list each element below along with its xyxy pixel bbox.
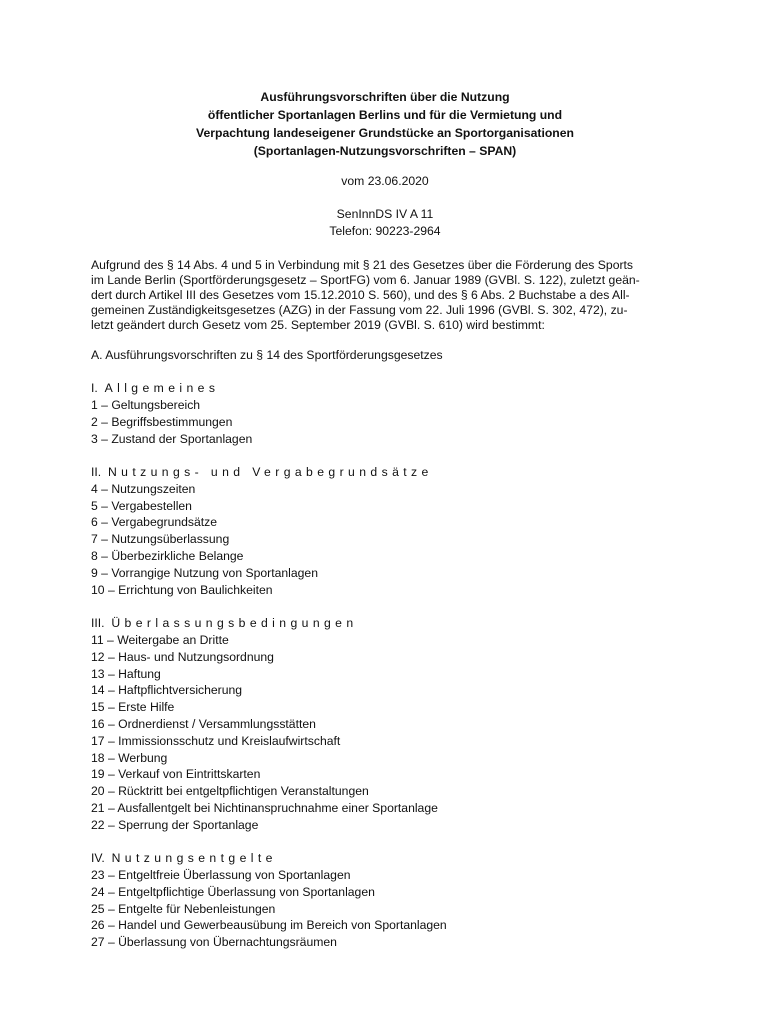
- toc-section-heading: Überlassungsbedingungen: [111, 615, 358, 630]
- toc-item: 4 – Nutzungszeiten: [91, 481, 196, 496]
- intro-line: im Lande Berlin (Sportförderungsgesetz – SportFG) vom 6. Januar 1989 (GVBl. S. 122), zuletzt geän-: [91, 273, 640, 287]
- toc-item: 10 – Errichtung von Baulichkeiten: [91, 582, 273, 597]
- toc-section-title: [91, 850, 691, 867]
- toc-item: 6 – Vergabegrundsätze: [91, 515, 218, 530]
- toc-item: 3 – Zustand der Sportanlagen: [91, 431, 253, 446]
- toc-item: 9 – Vorrangige Nutzung von Sportanlagen: [91, 565, 318, 580]
- toc-item: 21 – Ausfallentgelt bei Nichtinanspruchnahme einer Sportanlage: [91, 800, 438, 815]
- toc-section-heading: Nutzungs- und Vergabegrundsätze: [107, 464, 433, 479]
- toc-item: 18 – Werbung: [91, 750, 168, 765]
- toc-section-heading: Nutzungsentgelte: [111, 851, 277, 866]
- toc-section-heading: Allgemeines: [104, 381, 220, 395]
- department-code: SenInnDS IV A 11: [336, 207, 434, 221]
- toc-item: 27 – Überlassung von Übernachtungsräumen: [91, 935, 337, 950]
- toc-section: [91, 850, 691, 951]
- toc-item: 25 – Entgelte für Nebenleistungen: [91, 901, 276, 916]
- toc-section-numeral: II.: [91, 464, 102, 479]
- toc-section-numeral: III.: [91, 615, 105, 630]
- toc-item: 19 – Verkauf von Eintrittskarten: [91, 767, 261, 782]
- toc-item: 2 – Begriffsbestimmungen: [91, 414, 233, 429]
- intro-line: dert durch Artikel III des Gesetzes vom 15.12.2010 S. 560), und des § 6 Abs. 2 Buchstabe a des All-: [91, 288, 630, 302]
- toc-section: [91, 615, 691, 834]
- toc-item: 20 – Rücktritt bei entgeltpflichtigen Veranstaltungen: [91, 784, 369, 799]
- toc-item: 15 – Erste Hilfe: [91, 700, 175, 715]
- section-a-heading: A. Ausführungsvorschriften zu § 14 des Sportförderungsgesetzes: [91, 348, 443, 362]
- toc-item: 1 – Geltungsbereich: [91, 398, 201, 412]
- toc-item: 26 – Handel und Gewerbeausübung im Bereich von Sportanlagen: [91, 918, 447, 933]
- title-line: (Sportanlagen-Nutzungsvorschriften – SPAN): [253, 144, 517, 158]
- toc-section: [91, 464, 691, 599]
- toc-section-numeral: IV.: [91, 851, 105, 866]
- toc-item: 11 – Weitergabe an Dritte: [91, 632, 229, 647]
- toc-item: 8 – Überbezirkliche Belange: [91, 549, 244, 564]
- intro-line: gemeinen Zuständigkeitsgesetzes (AZG) in der Fassung vom 22. Juli 1996 (GVBl. S. 302, 472), zu-: [91, 303, 628, 317]
- toc-item: 22 – Sperrung der Sportanlage: [91, 817, 259, 832]
- toc-section: [91, 380, 691, 447]
- department-block: [0, 206, 770, 240]
- toc-item: 5 – Vergabestellen: [91, 498, 192, 513]
- table-of-contents: [91, 380, 691, 968]
- toc-section-title: [91, 380, 691, 397]
- intro-paragraph: [91, 258, 677, 333]
- toc-item: 24 – Entgeltpflichtige Überlassung von Sportanlagen: [91, 884, 375, 899]
- title-line: Ausführungsvorschriften über die Nutzung: [260, 90, 510, 104]
- toc-section-numeral: I.: [91, 381, 98, 395]
- toc-item: 17 – Immissionsschutz und Kreislaufwirtschaft: [91, 733, 341, 748]
- intro-line: letzt geändert durch Gesetz vom 25. September 2019 (GVBl. S. 610) wird bestimmt:: [91, 318, 545, 332]
- title-line: Verpachtung landeseigener Grundstücke an Sportorganisationen: [196, 126, 574, 140]
- intro-line: Aufgrund des § 14 Abs. 4 und 5 in Verbindung mit § 21 des Gesetzes über die Förderung des Sports: [91, 258, 634, 272]
- toc-item: 7 – Nutzungsüberlassung: [91, 532, 230, 547]
- document-title: [0, 88, 770, 160]
- toc-item: 14 – Haftpflichtversicherung: [91, 683, 243, 698]
- toc-item: 23 – Entgeltfreie Überlassung von Sportanlagen: [91, 868, 351, 883]
- toc-section-title: [91, 464, 691, 481]
- toc-item: 13 – Haftung: [91, 666, 161, 681]
- toc-section-title: [91, 615, 691, 632]
- title-line: öffentlicher Sportanlagen Berlins und für die Vermietung und: [207, 108, 563, 122]
- phone-number: Telefon: 90223-2964: [329, 224, 441, 238]
- toc-item: 12 – Haus- und Nutzungsordnung: [91, 649, 274, 664]
- document-date: vom 23.06.2020: [341, 174, 429, 188]
- toc-item: 16 – Ordnerdienst / Versammlungsstätten: [91, 716, 316, 731]
